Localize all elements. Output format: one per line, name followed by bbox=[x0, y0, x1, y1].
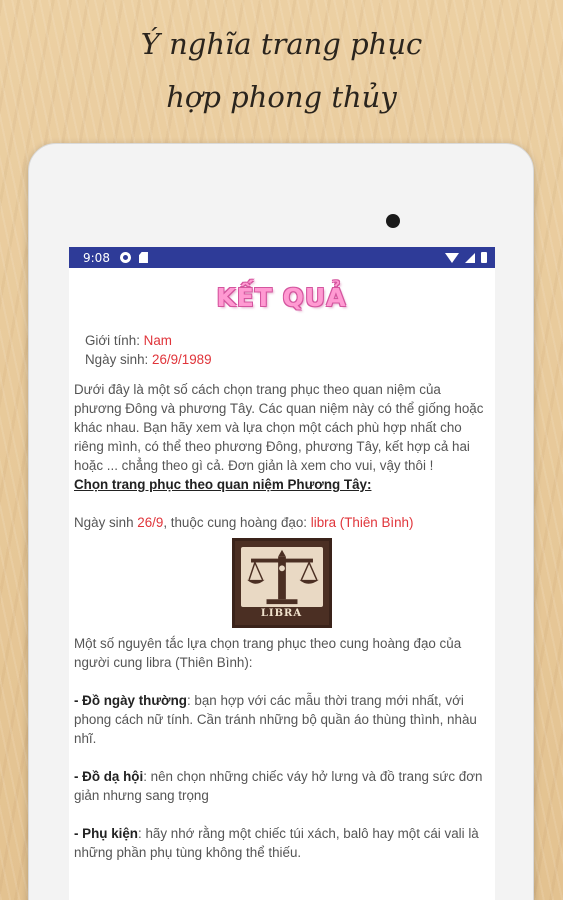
gear-icon bbox=[120, 252, 131, 263]
section-west-heading: Chọn trang phục theo quan niệm Phương Tây: bbox=[74, 477, 372, 492]
scales-icon bbox=[241, 547, 323, 607]
promo-headline bbox=[0, 18, 563, 124]
zodiac-mid: , thuộc cung hoàng đạo: bbox=[163, 515, 311, 530]
gender-value: Nam bbox=[143, 333, 172, 348]
zodiac-prefix: Ngày sinh bbox=[74, 515, 138, 530]
tip-evening-label: - Đồ dạ hội bbox=[74, 769, 144, 784]
tip-everyday-text: : bạn hợp với các mẫu thời trang mới nhất, với phong cách nữ tính. Cần tránh những bộ quần áo thùng thình, nhàu nhĩ. bbox=[74, 693, 477, 746]
user-info bbox=[74, 331, 489, 369]
birth-value: 26/9/1989 bbox=[152, 352, 212, 367]
birth-row bbox=[85, 350, 489, 369]
zodiac-row bbox=[74, 513, 489, 532]
principles-paragraph: Một số nguyên tắc lựa chọn trang phục theo cung hoàng đạo của người cung libra (Thiên Bình): bbox=[74, 636, 462, 670]
zodiac-date: 26/9 bbox=[137, 515, 164, 530]
tip-everyday-label: - Đồ ngày thường bbox=[74, 693, 187, 708]
tip-accessories bbox=[74, 824, 489, 862]
camera-dot bbox=[386, 214, 400, 228]
status-bar bbox=[69, 247, 495, 268]
status-time: 9:08 bbox=[83, 250, 110, 265]
wifi-icon bbox=[445, 253, 459, 263]
result-title: KẾT QUẢ bbox=[216, 283, 347, 312]
tablet-screen bbox=[69, 247, 495, 900]
gender-row bbox=[85, 331, 489, 350]
tip-evening bbox=[74, 767, 489, 805]
tip-accessories-label: - Phụ kiện bbox=[74, 826, 138, 841]
headline-line-2: hợp phong thủy bbox=[166, 80, 397, 114]
tip-evening-text: : nên chọn những chiếc váy hở lưng và đồ trang sức đơn giản nhưng sang trọng bbox=[74, 769, 483, 803]
zodiac-sign: libra (Thiên Bình) bbox=[310, 515, 414, 530]
tablet-frame bbox=[28, 143, 534, 900]
signal-icon bbox=[465, 253, 475, 263]
gender-label: Giới tính: bbox=[85, 333, 144, 348]
birth-label: Ngày sinh: bbox=[85, 352, 152, 367]
libra-zodiac-image bbox=[232, 538, 332, 628]
intro-paragraph: Dưới đây là một số cách chọn trang phục theo quan niệm của phương Đông và phương Tây. Các quan niệm này có thể giống hoặc khác nhau. Bạn hãy xem và lựa chọn một cách phù hợp nhất cho riêng mình, có thể theo phương Đông, phương Tây, kết hợp cả hai hoặc ... chẳng theo gì cả. Đơn giản là xem cho vui, vậy thôi ! bbox=[74, 382, 484, 473]
headline-line-1: Ý nghĩa trang phục bbox=[140, 27, 423, 61]
tip-accessories-text: : hãy nhớ rằng một chiếc túi xách, balô hay một cái vali là những phần phụ tùng không thể thiếu. bbox=[74, 826, 479, 860]
tip-everyday bbox=[74, 691, 489, 748]
libra-image-label: LIBRA bbox=[260, 608, 303, 619]
result-content bbox=[69, 283, 495, 862]
sd-card-icon bbox=[139, 252, 148, 263]
battery-icon bbox=[481, 252, 487, 263]
